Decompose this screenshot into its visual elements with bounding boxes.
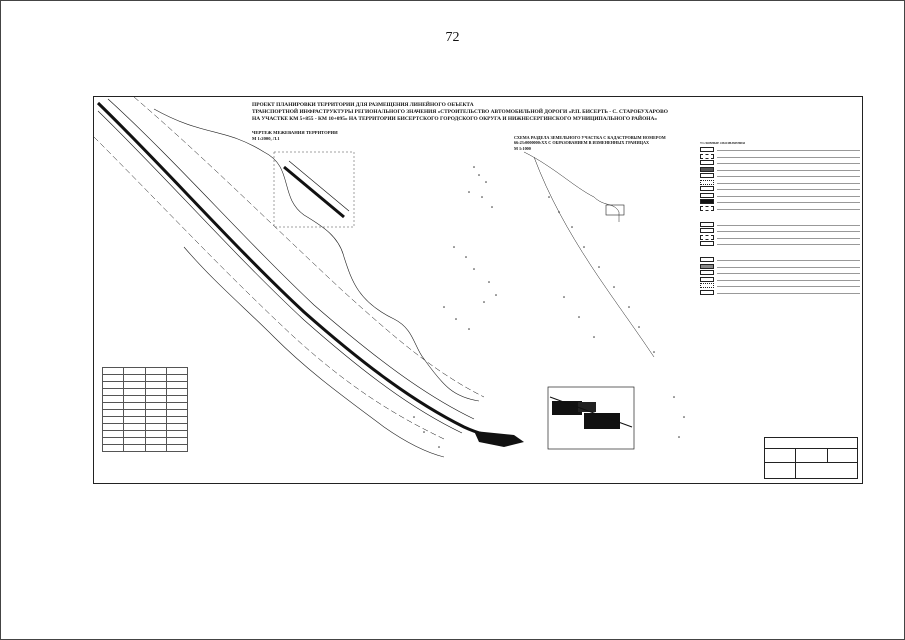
table-row: [103, 389, 188, 396]
table-row: [103, 368, 188, 375]
legend-swatch: [700, 180, 714, 185]
legend-swatch: [700, 241, 714, 246]
table-row: [103, 417, 188, 424]
drawing-subtitle: [252, 130, 338, 142]
legend-swatch: [700, 154, 714, 159]
title-line-3: НА УЧАСТКЕ КМ 5+855 - КМ 10+095» НА ТЕРРИТОРИИ БИСЕРТСКОГО ГОРОДСКОГО ОКРУГА И НИЖНЕСЕРГИНСКОГО МУНИЦИПАЛЬНОГО РАЙОНА»: [252, 115, 658, 122]
legend-swatch: [700, 270, 714, 275]
table-row: [103, 410, 188, 417]
legend-row: [700, 154, 860, 159]
drawing-sheet: [93, 96, 863, 484]
interchange: [474, 431, 524, 447]
table-row: [103, 431, 188, 438]
legend-row: [700, 283, 860, 288]
legend-row: [700, 277, 860, 282]
legend-swatch: [700, 257, 714, 262]
legend-swatch: [700, 186, 714, 191]
legend-row: [700, 222, 860, 227]
legend-swatch: [700, 206, 714, 211]
legend-swatch: [700, 277, 714, 282]
legend-row: [700, 228, 860, 233]
title-line-2: ТРАНСПОРТНОЙ ИНФРАСТРУКТУРЫ РЕГИОНАЛЬНОГО ЗНАЧЕНИЯ «СТРОИТЕЛЬСТВО АВТОМОБИЛЬНОЙ ДОРОГИ «Р.П. БИСЕРТЬ - С. СТАРОБУХАРОВО: [252, 108, 668, 115]
coordinates-table: [102, 367, 188, 452]
legend-row: [700, 147, 860, 152]
inset-map-2: [548, 387, 634, 449]
subtitle-line-1: ЧЕРТЕЖ МЕЖЕВАНИЯ ТЕРРИТОРИИ: [252, 130, 338, 135]
legend-row: [700, 180, 860, 185]
legend-row: [700, 186, 860, 191]
legend-swatch: [700, 199, 714, 204]
legend-row: [700, 160, 860, 165]
legend-swatch: [700, 290, 714, 295]
legend-swatch: [700, 283, 714, 288]
page-number: 72: [445, 30, 460, 45]
scheme-line-3: М 1:1000: [514, 145, 531, 151]
scheme-line-2: 66:23:0000000:ХХ С ОБРАЗОВАНИЕМ В ИЗМЕНЕННЫХ ГРАНИЦАХ: [514, 140, 650, 146]
boundary-lines: [154, 109, 479, 457]
legend-row: [700, 290, 860, 295]
legend-swatch: [700, 147, 714, 152]
table-row: [103, 396, 188, 403]
table-row: [103, 445, 188, 452]
legend-swatch: [700, 228, 714, 233]
legend-row: [700, 257, 860, 262]
legend-row: [700, 270, 860, 275]
legend-swatch: [700, 193, 714, 198]
legend-title: УСЛОВНЫЕ ОБОЗНАЧЕНИЯ: [700, 141, 745, 145]
table-row: [103, 382, 188, 389]
legend-swatch: [700, 167, 714, 172]
legend-swatch: [700, 222, 714, 227]
drawing-title: [252, 102, 732, 122]
table-row: [103, 424, 188, 431]
subtitle-line-2: М 1:2000, Л.1: [252, 135, 280, 141]
scheme-plot: [524, 152, 654, 357]
legend-swatch: [700, 264, 714, 269]
legend-swatch: [700, 160, 714, 165]
legend-row: [700, 264, 860, 269]
legend-row: [700, 173, 860, 178]
scheme-title: [514, 135, 714, 151]
legend-row: [700, 235, 860, 240]
legend-row: [700, 206, 860, 211]
inset-map-1: [274, 152, 354, 227]
legend-row: [700, 241, 860, 246]
title-block-stamp: [764, 437, 858, 479]
legend-swatch: [700, 173, 714, 178]
scheme-line-1: СХЕМА РАЗДЕЛА ЗЕМЕЛЬНОГО УЧАСТКА С КАДАСТРОВЫМ НОМЕРОМ: [514, 135, 666, 140]
table-row: [103, 375, 188, 382]
table-row: [103, 403, 188, 410]
legend: [700, 141, 860, 296]
title-line-1: ПРОЕКТ ПЛАНИРОВКИ ТЕРРИТОРИИ ДЛЯ РАЗМЕЩЕНИЯ ЛИНЕЙНОГО ОБЪЕКТА: [252, 102, 474, 108]
legend-row: [700, 167, 860, 172]
legend-row: [700, 199, 860, 204]
table-row: [103, 438, 188, 445]
legend-swatch: [700, 235, 714, 240]
legend-row: [700, 193, 860, 198]
